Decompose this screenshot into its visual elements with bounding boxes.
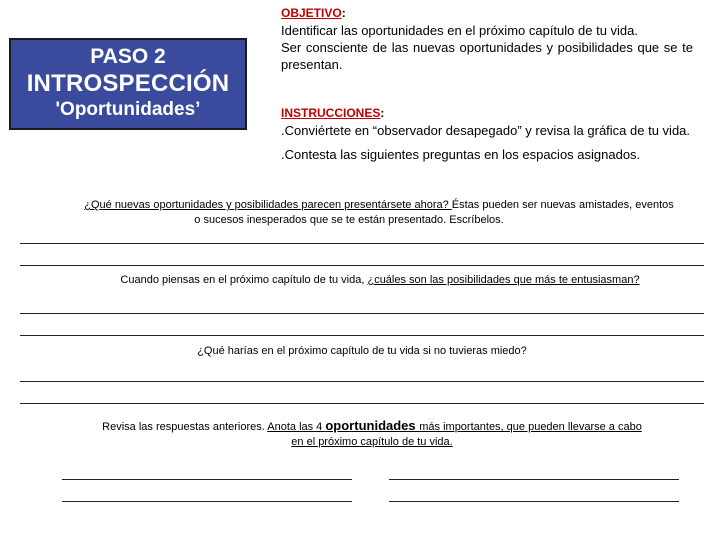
question-1-underlined: ¿Qué nuevas oportunidades y posibilidades parecen presentársete ahora? — [84, 199, 452, 211]
opportunity-line-3[interactable] — [389, 479, 679, 480]
instructions-label: INSTRUCCIONES — [281, 106, 381, 120]
instruction-step-2: .Contesta las siguientes preguntas en los espacios asignados. — [281, 147, 641, 162]
question-4-bold: oportunidades — [325, 418, 420, 433]
objective-section — [281, 4, 693, 73]
instructions-colon: : — [380, 106, 385, 120]
objective-label: OBJETIVO — [281, 6, 342, 20]
step-heading: INTROSPECCIÓN — [26, 70, 230, 97]
answer-line-3b[interactable] — [20, 403, 704, 404]
instruction-step-1: .Conviértete en “observador desapegado” y revisa la gráfica de tu vida. — [281, 123, 691, 138]
question-4-plain: Revisa las respuestas anteriores. — [102, 421, 268, 433]
answer-line-2a[interactable] — [20, 313, 704, 314]
question-1 — [44, 198, 714, 228]
opportunity-line-2[interactable] — [62, 501, 352, 502]
question-1-rest-a: Éstas pueden ser nuevas amistades, eventos — [451, 199, 674, 211]
objective-line-2: Ser consciente de las nuevas oportunidades y posibilidades que se te presentan. — [281, 40, 693, 72]
opportunity-line-4[interactable] — [389, 501, 679, 502]
question-4-underlined-2: más importantes, que pueden llevarse a cabo — [419, 421, 642, 433]
question-4 — [52, 418, 692, 450]
question-4-underlined-1: Anota las 4 — [267, 421, 326, 433]
objective-colon: : — [341, 6, 346, 20]
question-4-line-2: en el próximo capítulo de tu vida. — [291, 436, 453, 448]
question-2 — [80, 273, 680, 288]
instructions-section — [281, 104, 693, 163]
step-subheading: 'Oportunidades’ — [55, 99, 201, 120]
step-number: PASO 2 — [90, 45, 166, 68]
answer-line-2b[interactable] — [20, 335, 704, 336]
question-2-underlined: ¿cuáles son las posibilidades que más te entusiasman? — [367, 274, 640, 286]
step-title-box — [9, 38, 247, 130]
answer-line-3a[interactable] — [20, 381, 704, 382]
answer-line-1a[interactable] — [20, 243, 704, 244]
opportunity-line-1[interactable] — [62, 479, 352, 480]
question-1-rest-b: o sucesos inesperados que se te están presentado. Escríbelos. — [194, 214, 504, 226]
objective-line-1: Identificar las oportunidades en el próximo capítulo de tu vida. — [281, 23, 638, 38]
answer-line-1b[interactable] — [20, 265, 704, 266]
question-2-plain: Cuando piensas en el próximo capítulo de tu vida, — [120, 274, 368, 286]
question-3: ¿Qué harías en el próximo capítulo de tu vida si no tuvieras miedo? — [197, 345, 527, 357]
